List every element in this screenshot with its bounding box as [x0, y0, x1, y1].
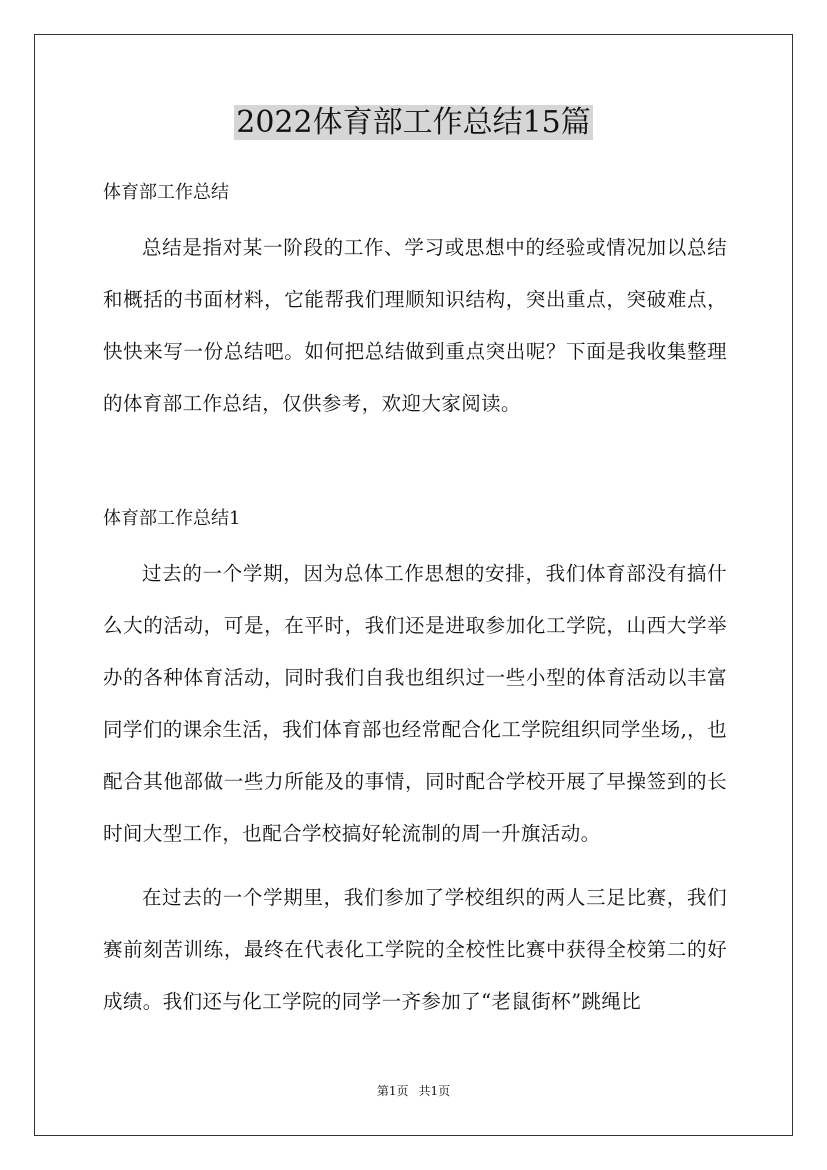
page-total: 共1页 [418, 1084, 451, 1098]
page-current: 第1页 [376, 1084, 409, 1098]
intro-paragraph: 总结是指对某一阶段的工作、学习或思想中的经验或情况加以总结和概括的书面材料，它能帮我们理顺知识结构，突出重点，突破难点，快快来写一份总结吧。如何把总结做到重点突出呢？下面是我收集整理的体育部工作总结，仅供参考，欢迎大家阅读。 [103, 236, 727, 415]
section-1-heading: 体育部工作总结1 [103, 508, 241, 529]
page-footer [0, 1083, 827, 1099]
section-1-paragraph-2: 在过去的一个学期里，我们参加了学校组织的两人三足比赛，我们赛前刻苦训练，最终在代表化工学院的全校性比赛中获得全校第二的好成绩。我们还与化工学院的同学一齐参加了“老鼠街杯”跳绳比 [103, 886, 727, 1013]
document-title: 2022体育部工作总结15篇 [236, 105, 591, 140]
section-1-paragraph-1: 过去的一个学期，因为总体工作思想的安排，我们体育部没有搞什么大的活动，可是，在平时，我们还是进取参加化工学院，山西大学举办的各种体育活动，同时我们自我也组织过一些小型的体育活动以丰富同学们的课余生活，我们体育部也经常配合化工学院组织同学坐场,，也配合其他部做一些力所能及的事情，同时配合学校开展了早操签到的长时间大型工作，也配合学校搞好轮流制的周一升旗活动。 [103, 562, 727, 845]
intro-heading: 体育部工作总结 [103, 182, 229, 203]
